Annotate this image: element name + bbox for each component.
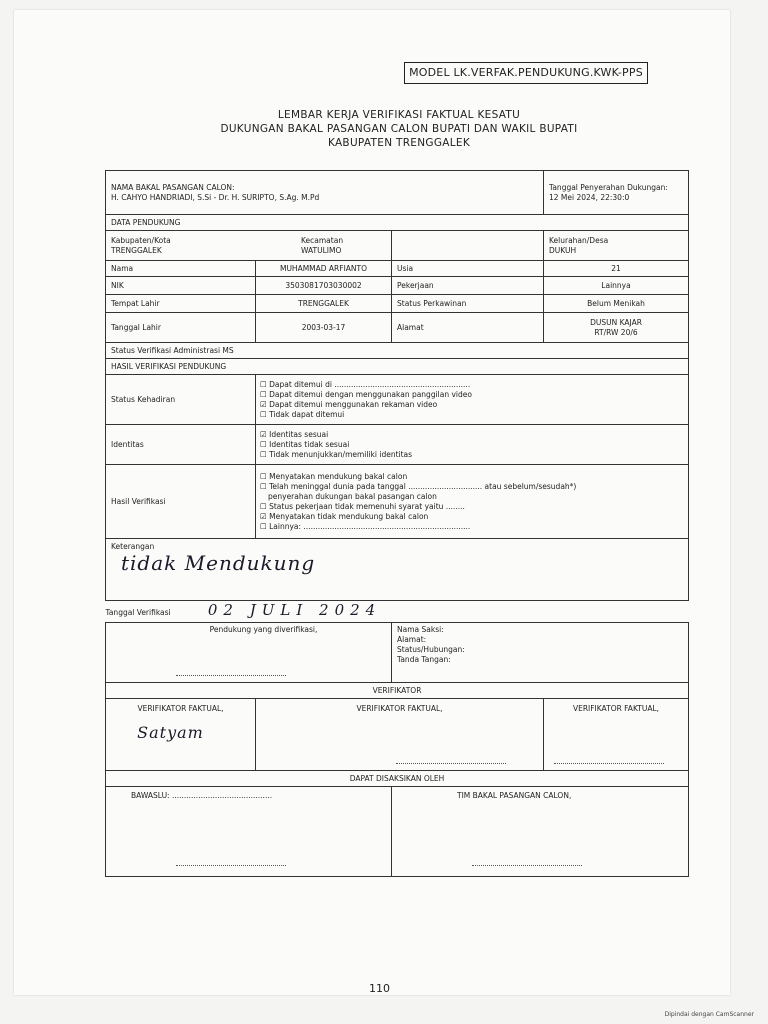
hasil-verifikasi-options <box>256 465 689 539</box>
pendukung-sign-cell <box>106 623 392 683</box>
candidate-cell <box>106 171 544 215</box>
kehadiran-label: Status Kehadiran <box>106 375 256 425</box>
kelurahan-value: DUKUH <box>549 245 577 255</box>
hasil-header: HASIL VERIFIKASI PENDUKUNG <box>106 359 689 375</box>
saksi-nama: Nama Saksi: <box>397 625 444 634</box>
verifikasi-option[interactable]: ☐ Menyatakan mendukung bakal calon <box>260 471 408 481</box>
tempat-lahir-label: Tempat Lahir <box>106 295 256 313</box>
submit-date-label: Tanggal Penyerahan Dukungan: <box>549 182 668 192</box>
kehadiran-option[interactable]: ☐ Tidak dapat ditemui <box>260 409 345 419</box>
tim-cell <box>392 787 689 877</box>
tanggal-lahir-value: 2003-03-17 <box>256 313 392 343</box>
disaksikan-header: DAPAT DISAKSIKAN OLEH <box>106 771 689 787</box>
tanggal-verifikasi-cell <box>106 601 689 623</box>
scanner-watermark: Dipindai dengan CamScanner <box>664 1011 754 1018</box>
verifikasi-option[interactable]: ☐ Status pekerjaan tidak memenuhi syarat yaitu ........ <box>260 501 465 511</box>
verifikator-1-signature: Satyam <box>137 723 204 742</box>
kecamatan-value: WATULIMO <box>301 245 342 255</box>
kehadiran-option[interactable]: ☐ Dapat ditemui dengan menggunakan panggilan video <box>260 389 472 399</box>
identitas-option[interactable]: ☐ Tidak menunjukkan/memiliki identitas <box>260 449 413 459</box>
saksi-alamat: Alamat: <box>397 635 427 644</box>
verification-form <box>105 170 689 877</box>
alamat-cell <box>544 313 689 343</box>
tanggal-lahir-label: Tanggal Lahir <box>106 313 256 343</box>
verifikasi-option[interactable]: ☐ Lainnya: ...................................................................... <box>260 521 471 531</box>
page-number: 110 <box>369 982 390 995</box>
kabupaten-label: Kabupaten/Kota <box>111 235 171 245</box>
pekerjaan-label: Pekerjaan <box>392 277 544 295</box>
status-kawin-value: Belum Menikah <box>544 295 689 313</box>
keterangan-label: Keterangan <box>111 542 155 551</box>
tanggal-verifikasi-value: 02 JULI 2024 <box>207 601 382 619</box>
alamat-value-1: DUSUN KAJAR <box>590 317 642 327</box>
verifikasi-option[interactable]: ☑ Menyatakan tidak mendukung bakal calon <box>260 511 429 521</box>
tim-label: TIM BAKAL PASANGAN CALON, <box>457 791 572 800</box>
kecamatan-label: Kecamatan <box>301 235 344 245</box>
model-label: MODEL LK.VERFAK.PENDUKUNG.KWK-PPS <box>404 62 648 84</box>
verifikator-2-sign-line <box>396 763 506 764</box>
bawaslu-label: BAWASLU: .......................................... <box>131 791 273 800</box>
document-page <box>14 10 730 995</box>
data-pendukung-header: DATA PENDUKUNG <box>106 215 689 231</box>
kabupaten-value: TRENGGALEK <box>111 245 162 255</box>
keterangan-handwritten: tidak Mendukung <box>121 551 316 575</box>
kelurahan-cell <box>544 231 689 261</box>
candidate-label: NAMA BAKAL PASANGAN CALON: <box>111 182 235 192</box>
identitas-option[interactable]: ☑ Identitas sesuai <box>260 429 329 439</box>
document-title <box>164 108 634 150</box>
hasil-verifikasi-label: Hasil Verifikasi <box>106 465 256 539</box>
title-line-2: DUKUNGAN BAKAL PASANGAN CALON BUPATI DAN WAKIL BUPATI <box>220 123 578 135</box>
kehadiran-option[interactable]: ☑ Dapat ditemui menggunakan rekaman video <box>260 399 438 409</box>
alamat-label: Alamat <box>392 313 544 343</box>
kehadiran-options <box>256 375 689 425</box>
kecamatan-cell <box>296 231 448 261</box>
admin-status: Status Verifikasi Administrasi MS <box>106 343 689 359</box>
identitas-label: Identitas <box>106 425 256 465</box>
alamat-value-2: RT/RW 20/6 <box>594 327 638 337</box>
verifikator-2-cell <box>256 699 544 771</box>
verifikator-1-cell <box>106 699 256 771</box>
title-line-3: KABUPATEN TRENGGALEK <box>327 137 471 149</box>
verifikator-1-label: VERIFIKATOR FAKTUAL, <box>137 704 224 713</box>
saksi-status: Status/Hubungan: <box>397 645 465 654</box>
verifikator-header: VERIFIKATOR <box>106 683 689 699</box>
verifikasi-option[interactable]: ☐ Telah meninggal dunia pada tanggal ............................... atau sebelum/sesudah*) <box>260 481 577 491</box>
title-line-1: LEMBAR KERJA VERIFIKASI FAKTUAL KESATU <box>277 109 521 121</box>
pendukung-sign-label: Pendukung yang diverifikasi, <box>209 625 318 634</box>
submit-date-value: 12 Mei 2024, 22:30:0 <box>549 192 630 202</box>
usia-label: Usia <box>392 261 544 277</box>
bawaslu-sign-line <box>176 865 286 866</box>
saksi-ttd: Tanda Tangan: <box>397 655 451 664</box>
tim-sign-line <box>472 865 582 866</box>
verifikasi-option-continued: penyerahan dukungan bakal pasangan calon <box>268 491 437 501</box>
nama-label: Nama <box>106 261 256 277</box>
nik-label: NIK <box>106 277 256 295</box>
nik-value: 3503081703030002 <box>256 277 392 295</box>
kelurahan-label: Kelurahan/Desa <box>549 235 609 245</box>
tempat-lahir-value: TRENGGALEK <box>256 295 392 313</box>
identitas-option[interactable]: ☐ Identitas tidak sesuai <box>260 439 350 449</box>
verifikator-3-cell <box>544 699 689 771</box>
verifikator-3-sign-line <box>554 763 664 764</box>
nama-value: MUHAMMAD ARFIANTO <box>256 261 392 277</box>
kehadiran-option[interactable]: ☐ Dapat ditemui di ......................................................... <box>260 379 471 389</box>
verifikator-2-label: VERIFIKATOR FAKTUAL, <box>356 704 443 713</box>
candidate-value: H. CAHYO HANDRIADI, S.Si - Dr. H. SURIPTO, S.Ag. M.Pd <box>111 192 320 202</box>
bawaslu-cell <box>106 787 392 877</box>
identitas-options <box>256 425 689 465</box>
submit-date-cell <box>544 171 689 215</box>
tanggal-verifikasi-label: Tanggal Verifikasi <box>105 608 171 617</box>
saksi-cell <box>392 623 689 683</box>
status-kawin-label: Status Perkawinan <box>392 295 544 313</box>
pendukung-sign-line <box>176 675 286 676</box>
verifikator-3-label: VERIFIKATOR FAKTUAL, <box>572 704 660 713</box>
keterangan-cell <box>106 539 689 601</box>
pekerjaan-value: Lainnya <box>544 277 689 295</box>
usia-value: 21 <box>544 261 689 277</box>
